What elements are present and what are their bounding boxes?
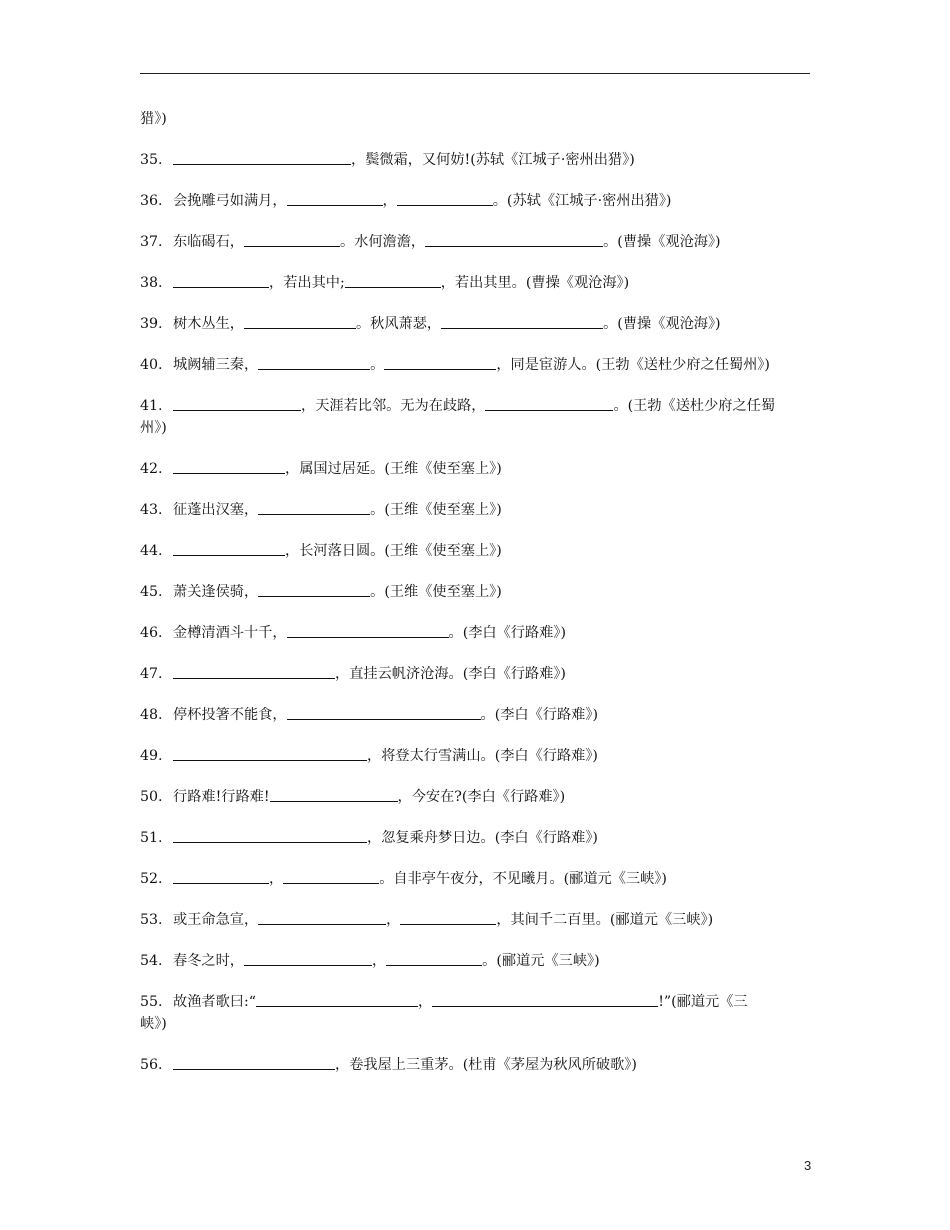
text-segment: 故渔者歌曰:“ <box>173 994 256 1010</box>
answer-blank[interactable] <box>173 827 367 843</box>
text-segment: 。水何澹澹， <box>339 234 426 250</box>
text-segment: 。(苏轼《江城子·密州出猎》) <box>492 193 672 209</box>
text-segment: 春冬之时， <box>173 953 244 969</box>
text-segment: 或王命急宣， <box>173 912 259 928</box>
answer-blank[interactable] <box>173 395 301 411</box>
question-49 <box>140 745 812 767</box>
question-36 <box>140 190 812 212</box>
question-number: 46. <box>140 625 163 641</box>
question-35 <box>140 149 812 171</box>
answer-blank[interactable] <box>244 950 372 966</box>
text-segment: 州》) <box>140 420 167 436</box>
answer-blank[interactable] <box>173 149 351 165</box>
text-segment: ，今安在?(李白《行路难》) <box>397 789 566 805</box>
text-segment: 。 <box>370 357 385 373</box>
question-number: 50. <box>140 789 163 805</box>
text-segment: 。(王维《使至塞上》) <box>370 584 502 600</box>
question-list <box>140 108 812 1076</box>
text-segment: 。(曹操《观沧海》) <box>603 234 721 250</box>
question-number: 51. <box>140 830 163 846</box>
text-segment: 。(李白《行路难》) <box>448 625 566 641</box>
answer-blank[interactable] <box>173 458 285 474</box>
question-number: 48. <box>140 707 163 723</box>
text-segment: ，属国过居延。(王维《使至塞上》) <box>285 461 502 477</box>
question-number: 45. <box>140 584 163 600</box>
question-number: 56. <box>140 1057 163 1073</box>
question-42 <box>140 458 812 480</box>
text-segment: 金樽清酒斗十千， <box>173 625 287 641</box>
question-41 <box>140 395 812 417</box>
answer-blank[interactable] <box>244 231 340 247</box>
answer-blank[interactable] <box>173 745 367 761</box>
answer-blank[interactable] <box>244 313 356 329</box>
answer-blank[interactable] <box>432 991 658 1007</box>
text-segment: ，长河落日圆。(王维《使至塞上》) <box>285 543 502 559</box>
answer-blank[interactable] <box>397 190 493 206</box>
text-segment: ， <box>386 912 401 928</box>
question-45 <box>140 581 812 603</box>
question-52 <box>140 868 812 890</box>
text-segment: 。(曹操《观沧海》) <box>603 316 721 332</box>
page-number: 3 <box>804 1158 812 1173</box>
question-number: 40. <box>140 357 163 373</box>
text-segment: 。自非亭午夜分，不见曦月。(郦道元《三峡》) <box>379 871 667 887</box>
answer-blank[interactable] <box>287 704 481 720</box>
answer-blank[interactable] <box>441 313 603 329</box>
text-segment: 。(王维《使至塞上》) <box>370 502 502 518</box>
text-segment: 萧关逢侯骑， <box>173 584 259 600</box>
text-segment: 停杯投箸不能食， <box>173 707 287 723</box>
text-segment: 会挽雕弓如满月， <box>173 193 287 209</box>
answer-blank[interactable] <box>400 909 496 925</box>
text-segment: ，若出其中; <box>269 275 345 291</box>
text-segment: ，鬓微霜，又何妨!(苏轼《江城子·密州出猎》) <box>351 152 635 168</box>
question-number: 53. <box>140 912 163 928</box>
text-segment: 征蓬出汉塞， <box>173 502 259 518</box>
question-number: 55. <box>140 994 163 1010</box>
answer-blank[interactable] <box>345 272 441 288</box>
question-55-wrap <box>140 1013 812 1035</box>
text-segment: 城阙辅三秦， <box>173 357 259 373</box>
answer-blank[interactable] <box>173 663 335 679</box>
text-segment: 猎》) <box>140 111 167 127</box>
text-segment: 树木丛生， <box>173 316 244 332</box>
text-segment: !”(郦道元《三 <box>658 994 748 1010</box>
answer-blank[interactable] <box>270 786 398 802</box>
answer-blank[interactable] <box>173 1054 335 1070</box>
question-48 <box>140 704 812 726</box>
text-segment: ， <box>382 193 397 209</box>
question-38 <box>140 272 812 294</box>
question-number: 36. <box>140 193 163 209</box>
question-47 <box>140 663 812 685</box>
text-segment: 东临碣石， <box>173 234 244 250</box>
question-number: 43. <box>140 502 163 518</box>
question-number: 47. <box>140 666 163 682</box>
question-43 <box>140 499 812 521</box>
text-segment: ， <box>371 953 387 969</box>
text-segment: ，天涯若比邻。无为在歧路， <box>301 398 486 414</box>
question-number: 52. <box>140 871 163 887</box>
answer-blank[interactable] <box>258 909 386 925</box>
question-54 <box>140 950 812 972</box>
answer-blank[interactable] <box>287 190 383 206</box>
text-segment: ，其间千二百里。(郦道元《三峡》) <box>496 912 714 928</box>
continuation-line <box>140 108 812 130</box>
header-rule <box>140 73 810 74</box>
text-segment: ，直挂云帆济沧海。(李白《行路难》) <box>335 666 566 682</box>
answer-blank[interactable] <box>256 991 418 1007</box>
question-40 <box>140 354 812 376</box>
question-41-wrap <box>140 417 812 439</box>
question-number: 42. <box>140 461 163 477</box>
answer-blank[interactable] <box>173 272 269 288</box>
question-53 <box>140 909 812 931</box>
answer-blank[interactable] <box>386 950 482 966</box>
answer-blank[interactable] <box>173 540 285 556</box>
text-segment: ，忽复乘舟梦日边。(李白《行路难》) <box>367 830 598 846</box>
question-46 <box>140 622 812 644</box>
text-segment: ，将登太行雪满山。(李白《行路难》) <box>367 748 598 764</box>
text-segment: 行路难!行路难! <box>173 789 270 805</box>
answer-blank[interactable] <box>173 868 269 884</box>
answer-blank[interactable] <box>287 622 449 638</box>
answer-blank[interactable] <box>384 354 496 370</box>
question-39 <box>140 313 812 335</box>
text-segment: ， <box>417 994 433 1010</box>
question-number: 35. <box>140 152 163 168</box>
text-segment: ，若出其里。(曹操《观沧海》) <box>440 275 630 291</box>
answer-blank[interactable] <box>258 581 370 597</box>
answer-blank[interactable] <box>258 499 370 515</box>
text-segment: ，卷我屋上三重茅。(杜甫《茅屋为秋风所破歌》) <box>335 1057 637 1073</box>
answer-blank[interactable] <box>283 868 379 884</box>
text-segment: 。(王勃《送杜少府之任蜀 <box>613 398 776 414</box>
question-55 <box>140 991 812 1013</box>
answer-blank[interactable] <box>425 231 603 247</box>
question-number: 37. <box>140 234 163 250</box>
text-segment: 。(李白《行路难》) <box>480 707 598 723</box>
text-segment: 。秋风萧瑟， <box>355 316 442 332</box>
text-segment: ， <box>269 871 284 887</box>
text-segment: 。(郦道元《三峡》) <box>482 953 600 969</box>
question-number: 38. <box>140 275 163 291</box>
question-number: 41. <box>140 398 163 414</box>
question-51 <box>140 827 812 849</box>
text-segment: 峡》) <box>140 1016 167 1032</box>
text-segment: ，同是宦游人。(王勃《送杜少府之任蜀州》) <box>496 357 770 373</box>
question-number: 39. <box>140 316 163 332</box>
question-44 <box>140 540 812 562</box>
answer-blank[interactable] <box>258 354 370 370</box>
question-number: 44. <box>140 543 163 559</box>
question-50 <box>140 786 812 808</box>
answer-blank[interactable] <box>485 395 613 411</box>
question-56 <box>140 1054 812 1076</box>
question-37 <box>140 231 812 253</box>
question-number: 54. <box>140 953 163 969</box>
question-number: 49. <box>140 748 163 764</box>
